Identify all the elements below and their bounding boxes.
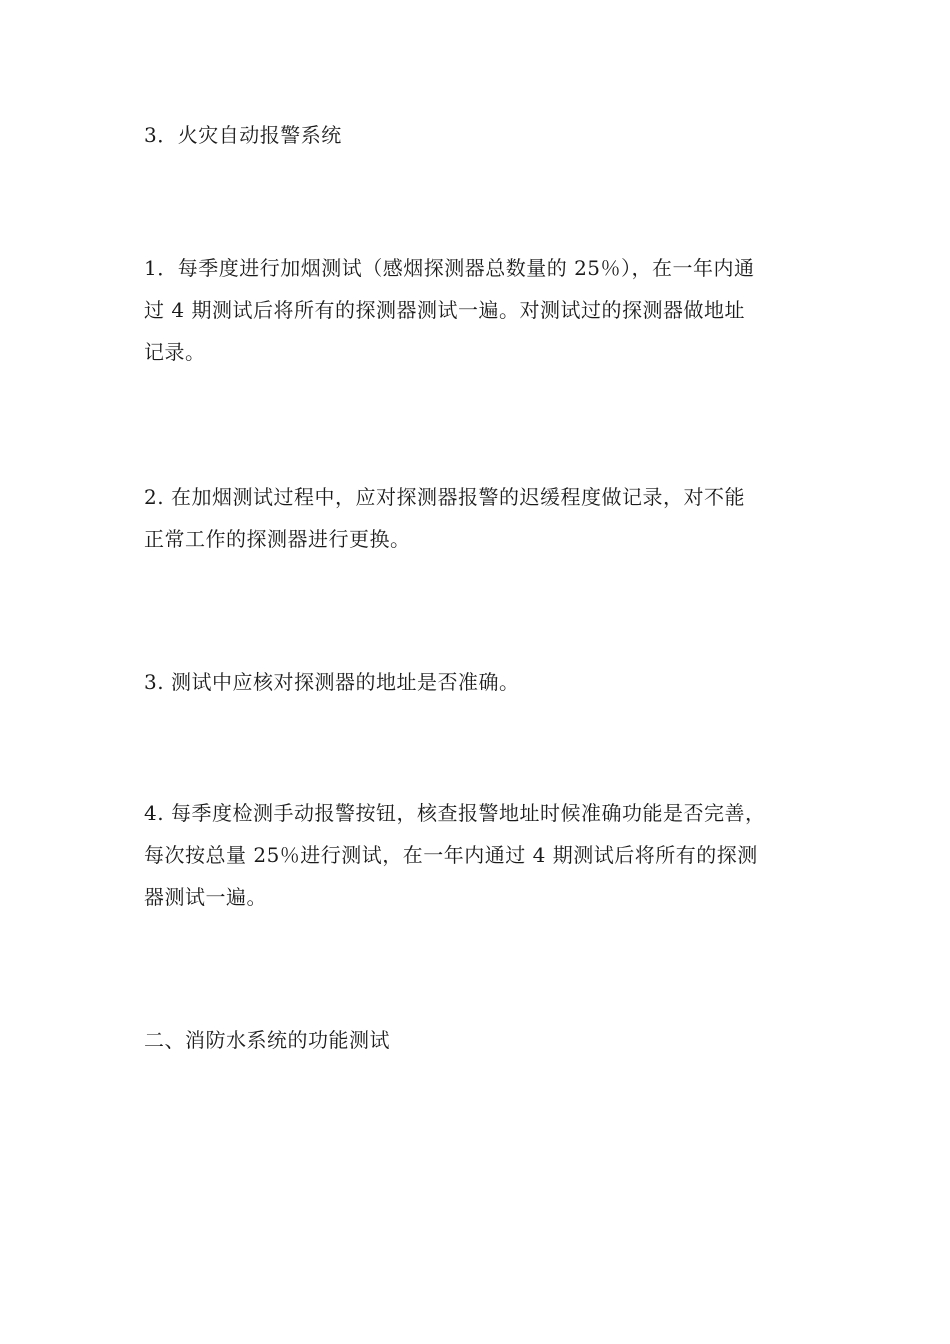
paragraph-line: 2. 在加烟测试过程中，应对探测器报警的迟缓程度做记录，对不能	[144, 485, 745, 509]
paragraph-item-1	[144, 247, 834, 373]
paragraph-line: 器测试一遍。	[144, 885, 267, 909]
paragraph-line: 记录。	[144, 340, 206, 364]
section-heading	[144, 114, 834, 156]
paragraph-item-4	[144, 792, 834, 918]
next-section-heading	[144, 1019, 834, 1061]
paragraph-line: 1．每季度进行加烟测试（感烟探测器总数量的 25％），在一年内通	[144, 256, 755, 280]
paragraph-line: 正常工作的探测器进行更换。	[144, 527, 411, 551]
heading-line: 二、消防水系统的功能测试	[144, 1028, 390, 1052]
paragraph-line: 每次按总量 25％进行测试，在一年内通过 4 期测试后将所有的探测	[144, 843, 758, 867]
paragraph-line: 3. 测试中应核对探测器的地址是否准确。	[144, 670, 520, 694]
paragraph-item-3	[144, 661, 834, 703]
paragraph-item-2	[144, 476, 834, 560]
heading-line: 3．火灾自动报警系统	[144, 123, 342, 147]
paragraph-line: 4. 每季度检测手动报警按钮，核查报警地址时候准确功能是否完善，	[144, 801, 766, 825]
paragraph-line: 过 4 期测试后将所有的探测器测试一遍。对测试过的探测器做地址	[144, 298, 745, 322]
